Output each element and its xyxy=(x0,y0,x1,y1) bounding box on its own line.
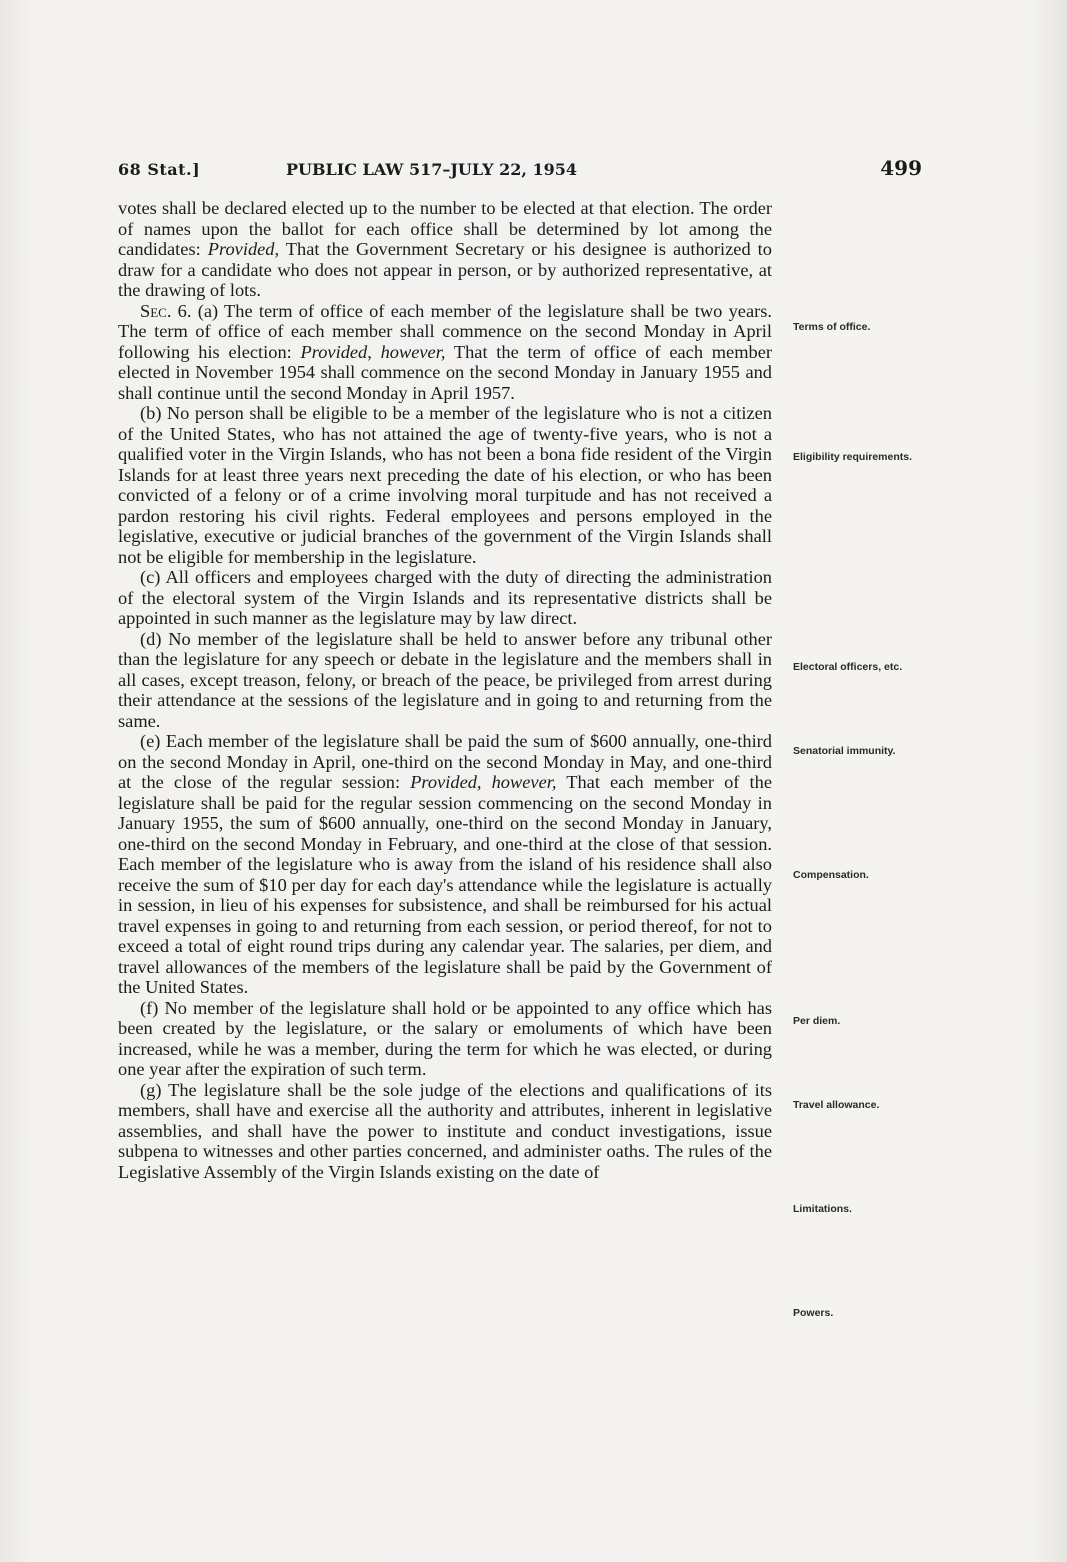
paragraph-sec6-a xyxy=(118,301,772,404)
running-title: PUBLIC LAW 517–JULY 22, 1954 xyxy=(286,160,578,179)
text-run: votes shall be declared elected up to the number to be elected at that election. The order of names upon the ballot for each office shall be determined by lot among the candidates: xyxy=(118,198,772,259)
page-header xyxy=(118,154,922,188)
margin-note-per-diem: Per diem. xyxy=(793,1015,841,1027)
margin-note-powers: Powers. xyxy=(793,1307,834,1319)
paragraph-sec6-e xyxy=(118,731,772,998)
text-run: Provided, xyxy=(207,239,280,259)
paragraph-continuation xyxy=(118,198,772,301)
paragraph-sec6-b xyxy=(118,403,772,567)
margin-note-limitations: Limitations. xyxy=(793,1203,852,1215)
text-run: Sec. xyxy=(140,300,172,321)
margin-note-electoral-officers: Electoral officers, etc. xyxy=(793,661,903,673)
margin-note-eligibility: Eligibility requirements. xyxy=(793,451,913,463)
text-run: Provided, however, xyxy=(300,341,446,362)
margin-note-senatorial-immunity: Senatorial immunity. xyxy=(793,745,896,757)
text-run: Provided, however, xyxy=(410,772,557,792)
text-run: 6. (a) The term of office of each member of the legislature shall be two years. The term of office of each member shall commence on the second Monday in April following his election: xyxy=(118,300,772,362)
text-run: That the Government Secretary or his designee is authorized to draw for a candidate who does not appear in person, or by authorized representative, at the drawing of lots. xyxy=(118,239,772,300)
page-number: 499 xyxy=(880,156,922,180)
text-run: (e) Each member of the legislature shall be paid the sum of $600 annually, one-third on the second Monday in April, one-third on the second Monday in May, and one-third at the close of the regular session: xyxy=(118,731,772,792)
text-run: (g) The legislature shall be the sole judge of the elections and qualifications of its members, shall have and exercise all the authority and attributes, inherent in legislative assemblies, and shall have the power to institute and conduct investigations, issue subpena to witnesses and other parties concerned, and administer oaths. The rules of the Legislative Assembly of the Virgin Islands existing on the date of xyxy=(118,1079,772,1182)
margin-note-compensation: Compensation. xyxy=(793,869,869,881)
text-run: (f) No member of the legislature shall hold or be appointed to any office which has been created by the legislature, or the salary or emoluments of which have been increased, while he was a member, during the term for which he was elected, or during one year after the expiration of such term. xyxy=(118,997,772,1079)
paragraph-sec6-d xyxy=(118,629,772,732)
body-text xyxy=(118,198,772,1182)
text-run: (b) No person shall be eligible to be a member of the legislature who is not a citizen of the United States, who has not attained the age of twenty-five years, who is not a qualified voter in the Virgin Islands, who has not been a bona fide resident of the Virgin Islands for at least three years next preceding the date of his election, or who has been convicted of a felony or of a crime involving moral turpitude and has not received a pardon restoring his civil rights. Federal employees and persons employed in the legislative, executive or judicial branches of the government of the Virgin Islands shall not be eligible for membership in the legislature. xyxy=(118,403,772,567)
statute-reference: 68 Stat.] xyxy=(118,160,201,179)
text-run: (c) All officers and employees charged with the duty of directing the administration of the electoral system of the Virgin Islands and its representative districts shall be appointed in such manner as the legislature may by law direct. xyxy=(118,567,772,628)
paragraph-sec6-f xyxy=(118,998,772,1080)
margin-note-terms-of-office: Terms of office. xyxy=(793,321,871,333)
margin-note-travel-allowance: Travel allowance. xyxy=(793,1099,880,1111)
text-run: (d) No member of the legislature shall be held to answer before any tribunal other than the legislature for any speech or debate in the legislature and the members shall in all cases, except treason, felony, or breach of the peace, be privileged from arrest during their attendance at the sessions of the legislature and in going to and returning from the same. xyxy=(118,628,772,731)
text-run: That each member of the legislature shall be paid for the regular session commencing on the second Monday in January 1955, the sum of $600 annually, one-third on the second Monday in January, one-third on the second Monday in February, and one-third at the close of that session. Each member of the legislature who is away from the island of his residence shall also receive the sum of $10 per day for each day's attendance while the legislature is actually in session, in lieu of his expenses for subsistence, and shall be reimbursed for his actual travel expenses in going to and returning from each session, or period thereof, for not to exceed a total of eight round trips during any calendar year. The salaries, per diem, and travel allowances of the members of the legislature shall be paid by the Government of the United States. xyxy=(118,772,772,997)
text-run: That the term of office of each member elected in November 1954 shall commence on the second Monday in January 1955 and shall continue until the second Monday in April 1957. xyxy=(118,341,772,403)
paragraph-sec6-g xyxy=(118,1080,772,1183)
paragraph-sec6-c xyxy=(118,567,772,629)
